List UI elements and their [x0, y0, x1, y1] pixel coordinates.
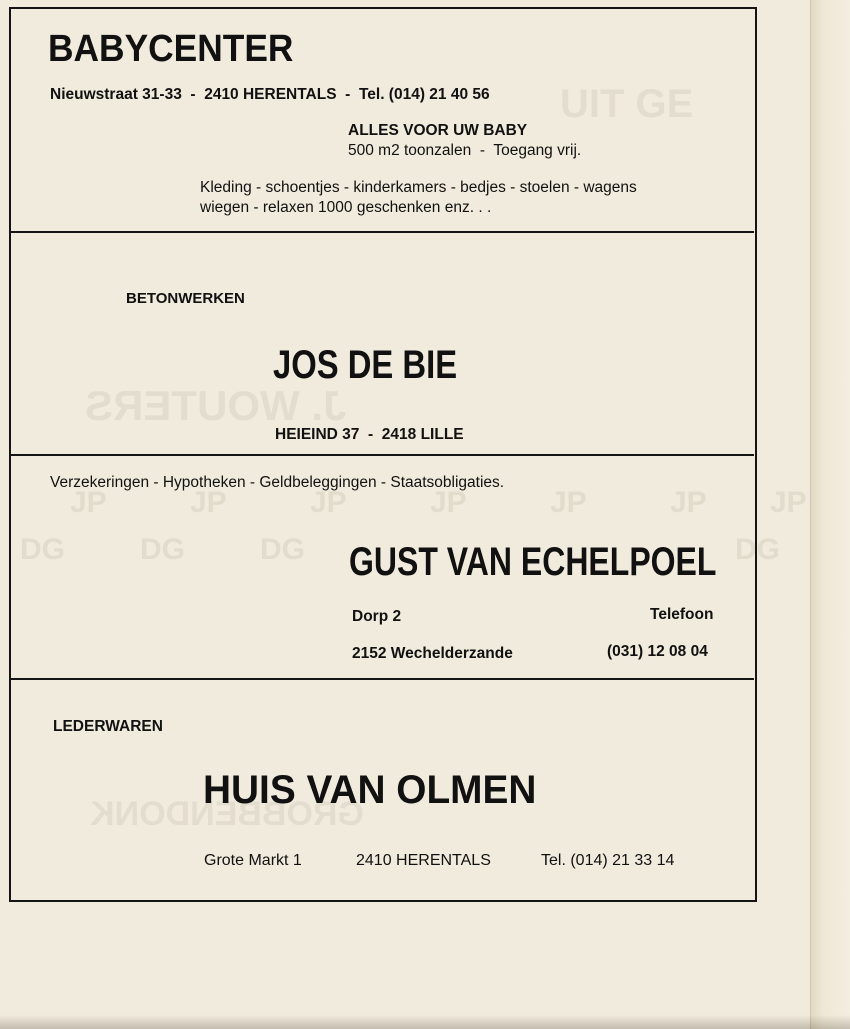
- huis-van-olmen-street: Grote Markt 1: [204, 852, 302, 869]
- bottom-edge-shadow: [0, 1015, 850, 1029]
- gust-phone: (031) 12 08 04: [607, 643, 708, 660]
- page-edge: [810, 0, 850, 1029]
- babycenter-showroom: 500 m2 toonzalen - Toegang vrij.: [348, 142, 582, 159]
- advertisement-page-frame: [9, 7, 757, 902]
- babycenter-title: BABYCENTER: [48, 28, 294, 70]
- gust-city: 2152 Wechelderzande: [352, 645, 513, 662]
- gust-phone-label: Telefoon: [650, 606, 714, 623]
- gust-title: GUST VAN ECHELPOEL: [349, 540, 717, 584]
- babycenter-products-line-2: wiegen - relaxen 1000 geschenken enz. . .: [200, 199, 492, 216]
- jos-de-bie-address: HEIEIND 37 - 2418 LILLE: [275, 426, 464, 443]
- show-through-text: GROBBENDONK: [90, 795, 364, 833]
- show-through-text: J. WOUTERS: [85, 382, 347, 429]
- huis-van-olmen-phone: Tel. (014) 21 33 14: [541, 852, 675, 869]
- show-through-text: UIT GE: [560, 82, 694, 126]
- ad-huis-van-olmen: [11, 680, 754, 902]
- jos-de-bie-category: BETONWERKEN: [126, 290, 245, 307]
- gust-street: Dorp 2: [352, 608, 402, 625]
- ad-jos-de-bie: [11, 233, 754, 455]
- huis-van-olmen-city: 2410 HERENTALS: [356, 852, 491, 869]
- huis-van-olmen-title: HUIS VAN OLMEN: [203, 768, 537, 812]
- ad-babycenter: [11, 9, 754, 233]
- jos-de-bie-title: JOS DE BIE: [273, 343, 458, 387]
- babycenter-tagline: ALLES VOOR UW BABY: [348, 122, 528, 139]
- ad-gust-van-echelpoel: [11, 456, 754, 678]
- huis-van-olmen-category: LEDERWAREN: [53, 718, 163, 735]
- gust-services: Verzekeringen - Hypotheken - Geldbeleggingen - Staatsobligaties.: [50, 474, 505, 491]
- watermark-logo-row: DG DG DG DG JP JP JP JP JP JP JP: [20, 486, 807, 566]
- babycenter-address-line: Nieuwstraat 31-33 - 2410 HERENTALS - Tel. (014) 21 40 56: [50, 86, 490, 103]
- babycenter-products-line-1: Kleding - schoentjes - kinderkamers - bedjes - stoelen - wagens: [200, 179, 637, 196]
